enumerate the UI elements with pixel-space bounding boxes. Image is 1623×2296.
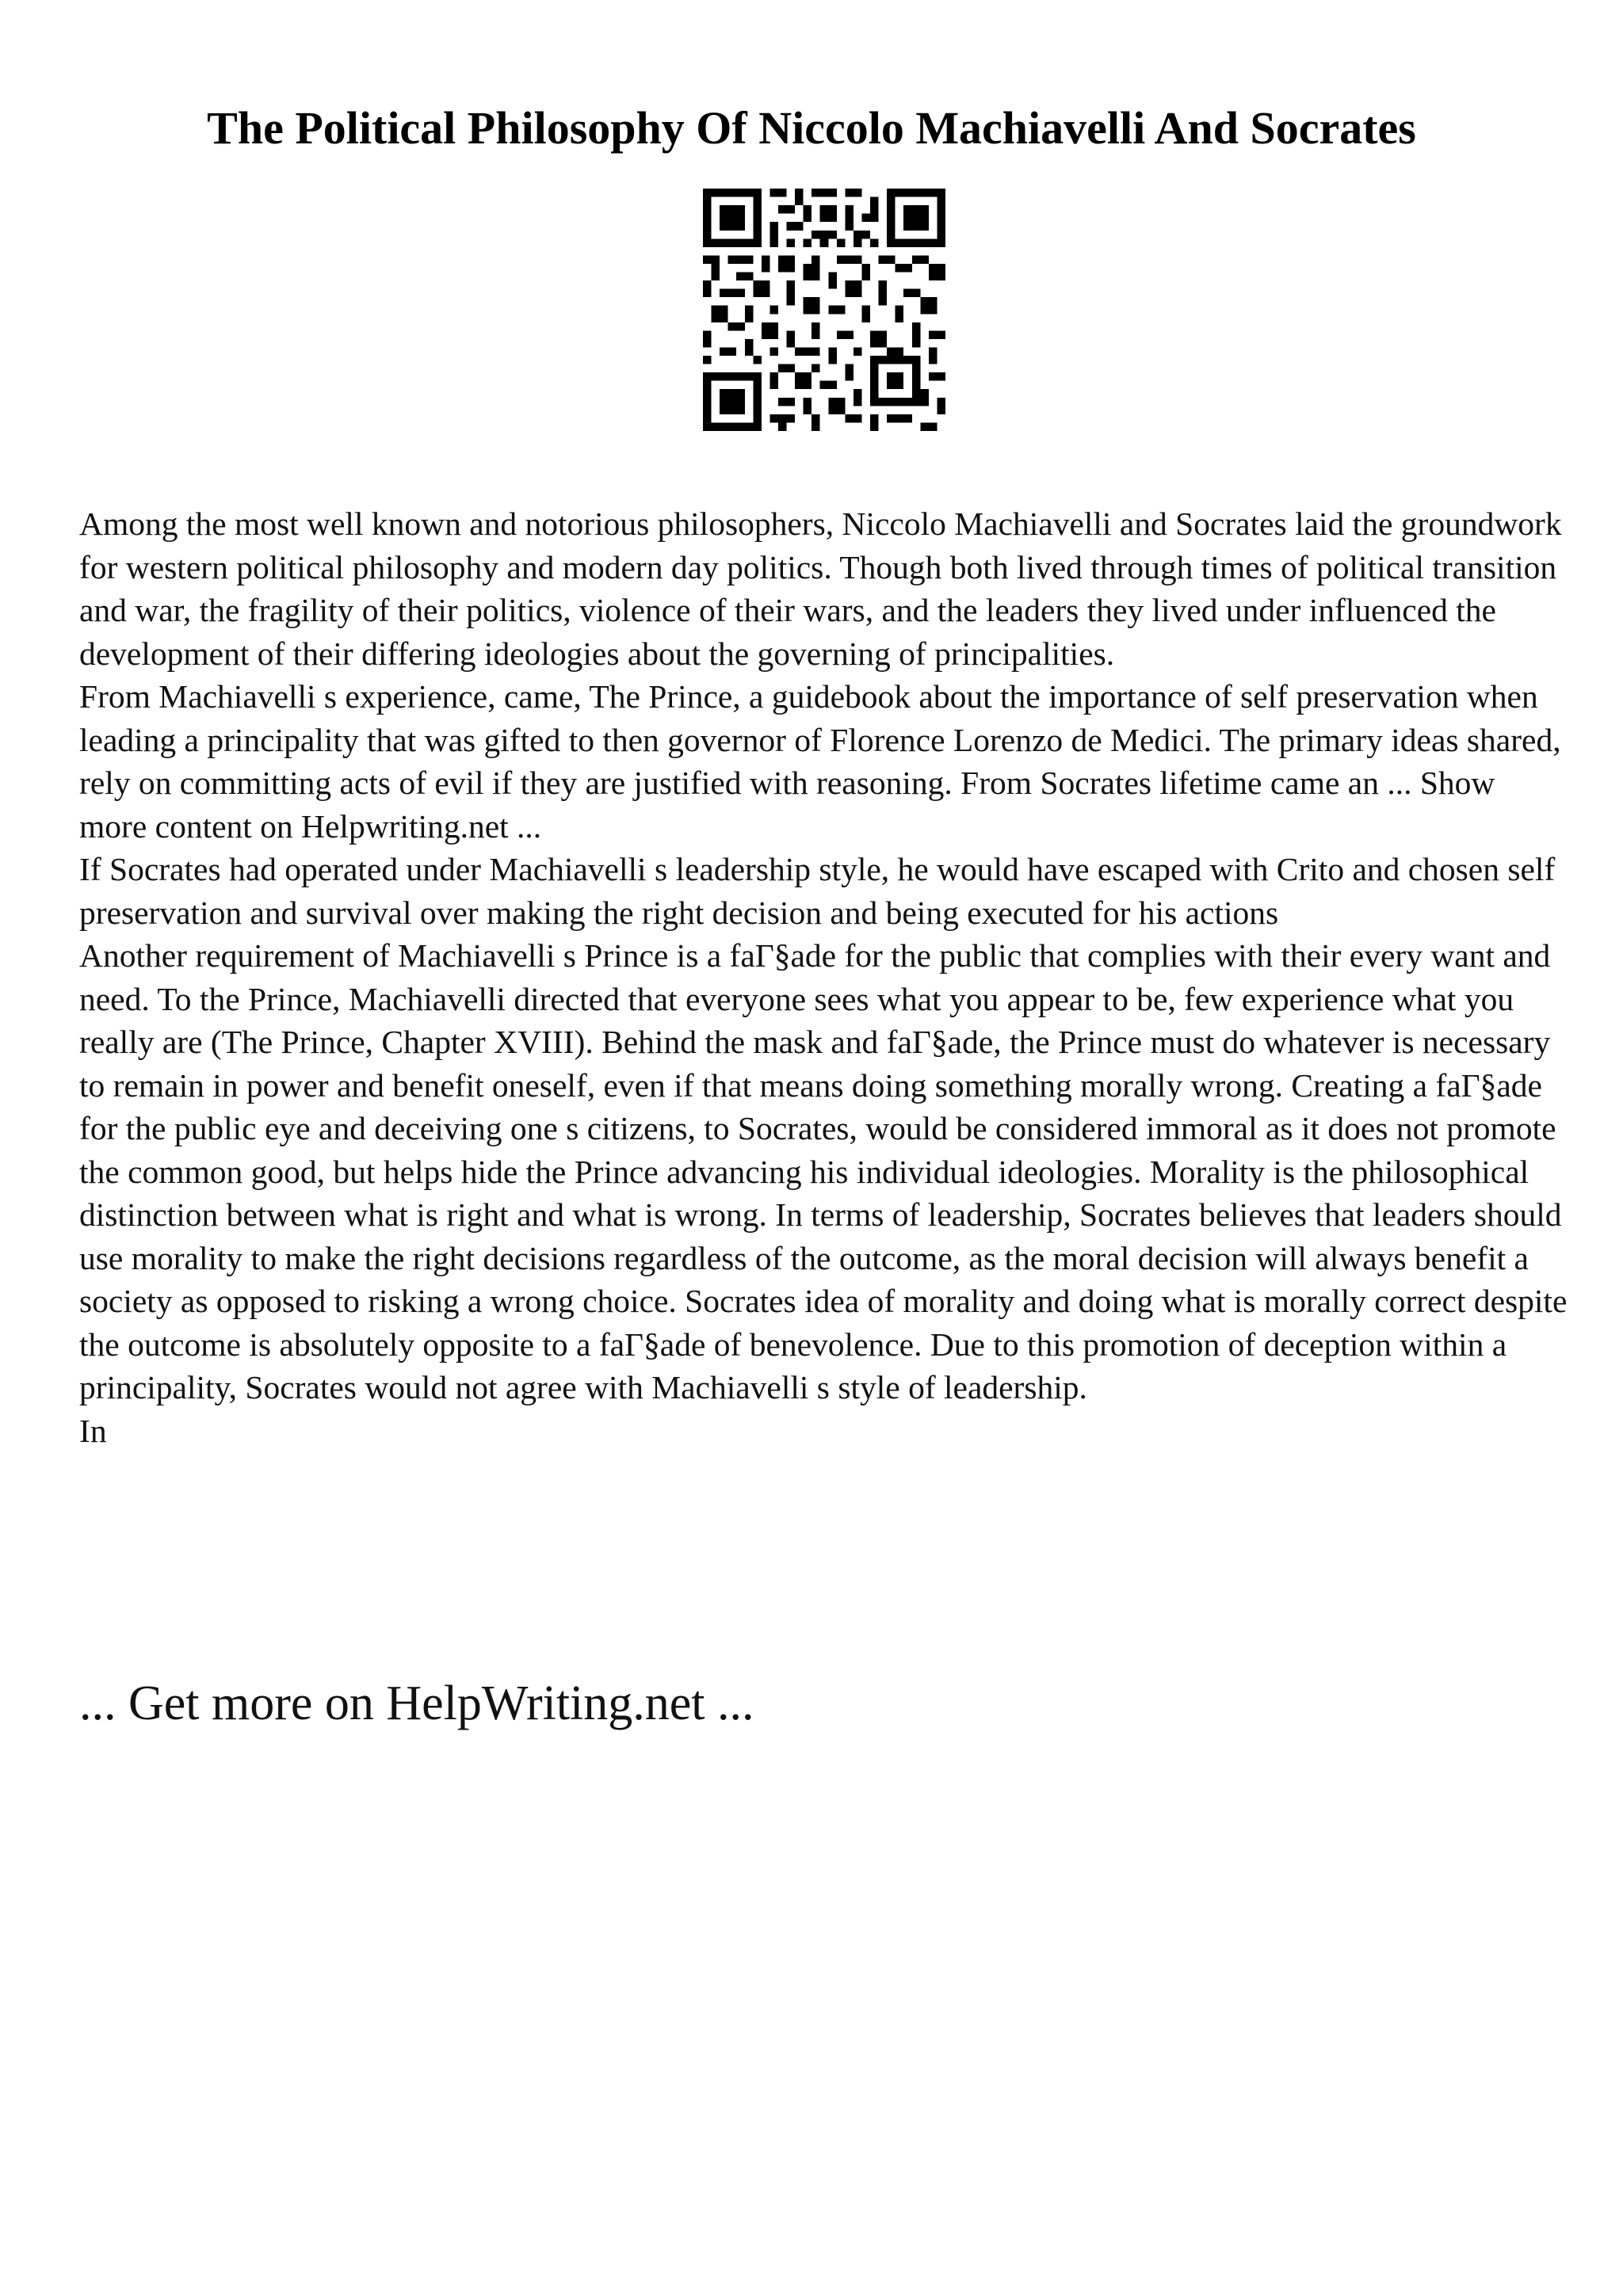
- paragraph: If Socrates had operated under Machiavelli s leadership style, he would have escaped with Crito and chosen self preservation and survival over making the right decision and being executed for his actions: [79, 851, 1556, 931]
- article-body: [79, 502, 1569, 1452]
- paragraph: From Machiavelli s experience, came, The Prince, a guidebook about the importance of self preservation when leading a principality that was gifted to then governor of Florence Lorenzo de Medici. The primary ideas shared, rely on committing acts of evil if they are justified with reasoning. From Socrates lifetime came an ... Show more content on Helpwriting.net ...: [79, 678, 1561, 845]
- paragraph: In: [79, 1412, 107, 1449]
- paragraph: Another requirement of Machiavelli s Prince is a faГ§ade for the public that complies with their every want and need. To the Prince, Machiavelli directed that everyone sees what you appear to be, few experience what you really are (The Prince, Chapter XVIII). Behind the mask and faГ§ade, the Prince must do whatever is necessary to remain in power and benefit oneself, even if that means doing something morally wrong. Creating a faГ§ade for the public eye and deceiving one s citizens, to Socrates, would be considered immoral as it does not promote the common good, but helps hide the Prince advancing his individual ideologies. Morality is the philosophical distinction between what is right and what is wrong. In terms of leadership, Socrates believes that leaders should use morality to make the right decisions regardless of the outcome, as the moral decision will always benefit a society as opposed to risking a wrong choice. Socrates idea of morality and doing what is morally correct despite the outcome is absolutely opposite to a faГ§ade of benevolence. Due to this promotion of deception within a principality, Socrates would not agree with Machiavelli s style of leadership.: [79, 937, 1568, 1405]
- get-more-link[interactable]: ... Get more on HelpWriting.net ...: [79, 1676, 754, 1730]
- qr-code-icon: [703, 189, 945, 431]
- paragraph: Among the most well known and notorious philosophers, Niccolo Machiavelli and Socrates laid the groundwork for western political philosophy and modern day politics. Though both lived through times of political transition and war, the fragility of their politics, violence of their wars, and the leaders they lived under influenced the development of their differing ideologies about the governing of principalities.: [79, 505, 1562, 672]
- document-title: The Political Philosophy Of Niccolo Machiavelli And Socrates: [207, 102, 1416, 154]
